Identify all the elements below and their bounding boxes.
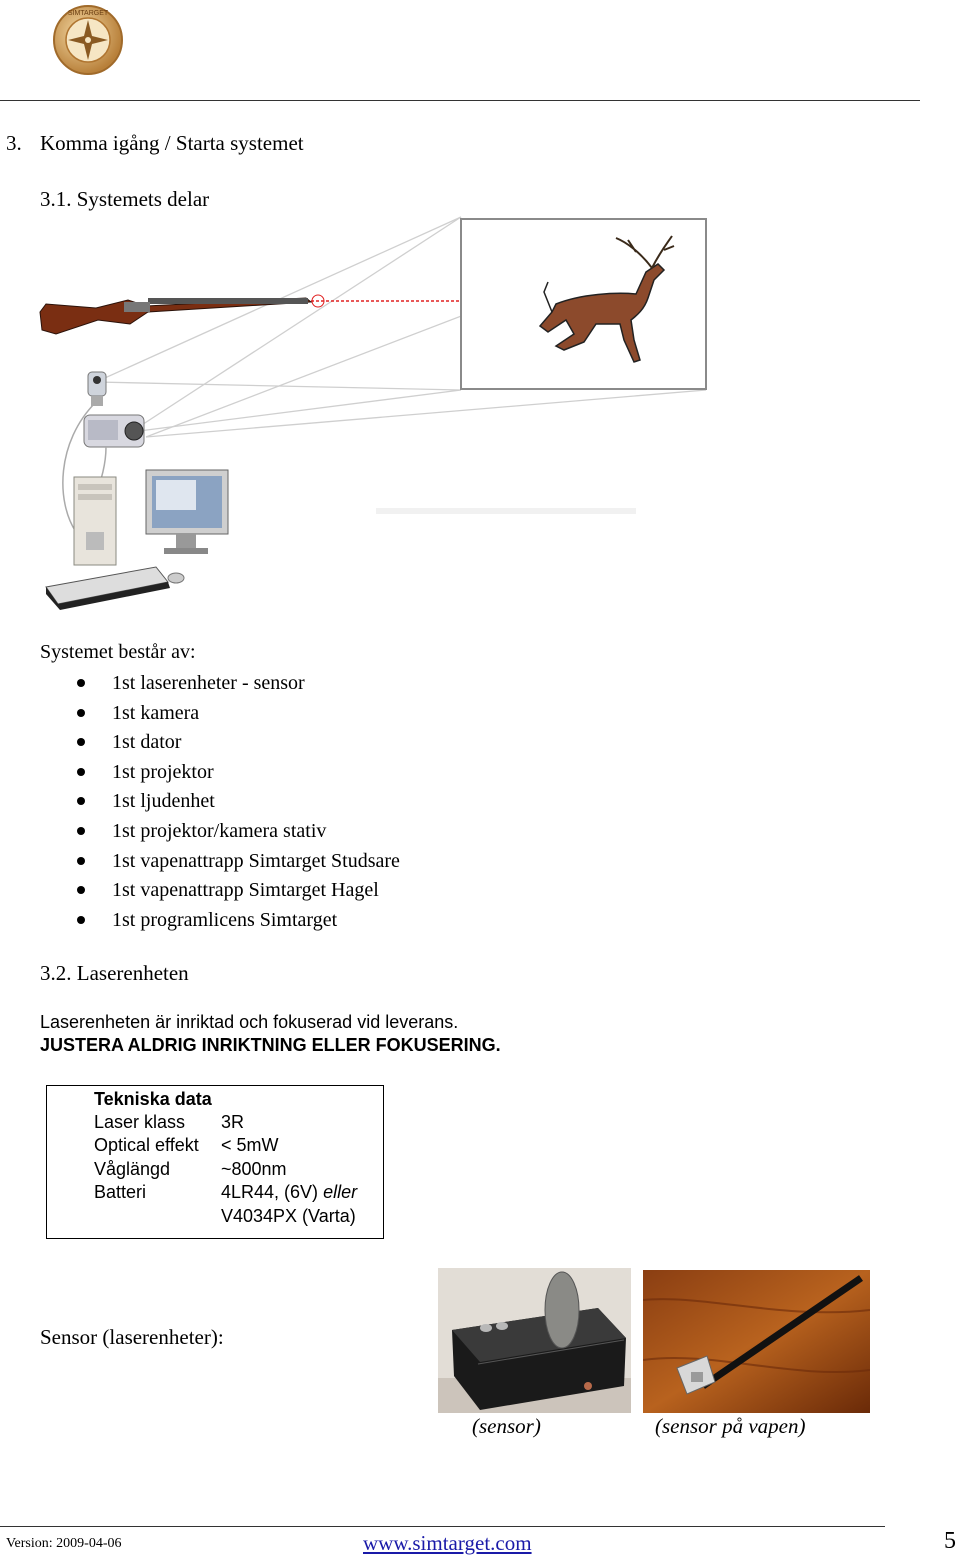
list-item: 1st projektor/kamera stativ: [40, 818, 400, 848]
tech-value: < 5mW: [221, 1135, 279, 1156]
camera-icon: [88, 372, 106, 406]
table-row: [94, 1181, 381, 1204]
laser-warning-text: JUSTERA ALDRIG INRIKTNING ELLER FOKUSERING.: [40, 1035, 501, 1055]
subsection-heading-laser: 3.2. Laserenheten: [40, 961, 189, 985]
tech-label: Våglängd: [94, 1158, 171, 1179]
system-setup-illustration: [36, 212, 716, 612]
tech-label: Batteri: [94, 1182, 147, 1203]
svg-text:SIMTARGET: SIMTARGET: [67, 10, 109, 17]
computer-tower-icon: [74, 477, 116, 565]
list-item: 1st ljudenhet: [40, 788, 400, 818]
tech-value: ~800nm: [221, 1158, 287, 1179]
tech-value: 3R: [221, 1112, 245, 1132]
footer-rule: [0, 1526, 885, 1527]
tech-data-title: Tekniska data: [94, 1089, 212, 1109]
parts-intro: Systemet består av:: [40, 641, 196, 663]
list-item: 1st vapenattrapp Simtarget Studsare: [40, 848, 400, 878]
section-number: 3.: [6, 131, 22, 155]
tech-label-empty: [94, 1205, 221, 1228]
list-item: 1st projektor: [40, 759, 400, 789]
rifle-icon: [40, 298, 311, 334]
list-item: 1st dator: [40, 729, 400, 759]
table-row: [94, 1158, 381, 1181]
section-heading: [6, 131, 304, 156]
list-item: 1st programlicens Simtarget: [40, 907, 400, 937]
sensor-label: Sensor (laserenheter):: [40, 1325, 224, 1349]
sensor-on-weapon-photo: [643, 1270, 870, 1413]
page-number: 5: [944, 1528, 956, 1554]
battery-or: eller: [323, 1182, 358, 1203]
table-row: [94, 1134, 381, 1157]
tech-data-box: [46, 1085, 384, 1239]
table-row: [94, 1205, 381, 1228]
keyboard-icon: [46, 567, 184, 610]
caption-sensor-on-weapon: (sensor på vapen): [655, 1414, 806, 1438]
caption-sensor: (sensor): [472, 1414, 541, 1438]
parts-list: [40, 670, 400, 936]
tech-label: Optical effekt: [94, 1135, 199, 1156]
laser-info-text: Laserenheten är inriktad och fokuserad vid leverans.: [40, 1012, 459, 1032]
simtarget-logo: [50, 4, 126, 76]
list-item: 1st laserenheter - sensor: [40, 670, 400, 700]
website-link[interactable]: www.simtarget.com: [363, 1531, 532, 1555]
section-title: Komma igång / Starta systemet: [40, 131, 304, 155]
list-item: 1st kamera: [40, 700, 400, 730]
tech-value: V4034PX (Varta): [221, 1205, 356, 1226]
monitor-icon: [146, 470, 228, 554]
header-rule: [0, 100, 920, 101]
battery-value-a: 4LR44, (6V): [221, 1182, 319, 1203]
table-row: [94, 1111, 381, 1134]
projector-icon: [84, 415, 144, 447]
version-text: Version: 2009-04-06: [6, 1536, 122, 1551]
tech-data-table: [94, 1111, 381, 1228]
subsection-heading-parts: 3.1. Systemets delar: [40, 187, 210, 211]
list-item: 1st vapenattrapp Simtarget Hagel: [40, 877, 400, 907]
tech-value: [221, 1181, 381, 1204]
tech-label: Laser klass: [94, 1112, 186, 1132]
sensor-photo: [438, 1268, 631, 1413]
